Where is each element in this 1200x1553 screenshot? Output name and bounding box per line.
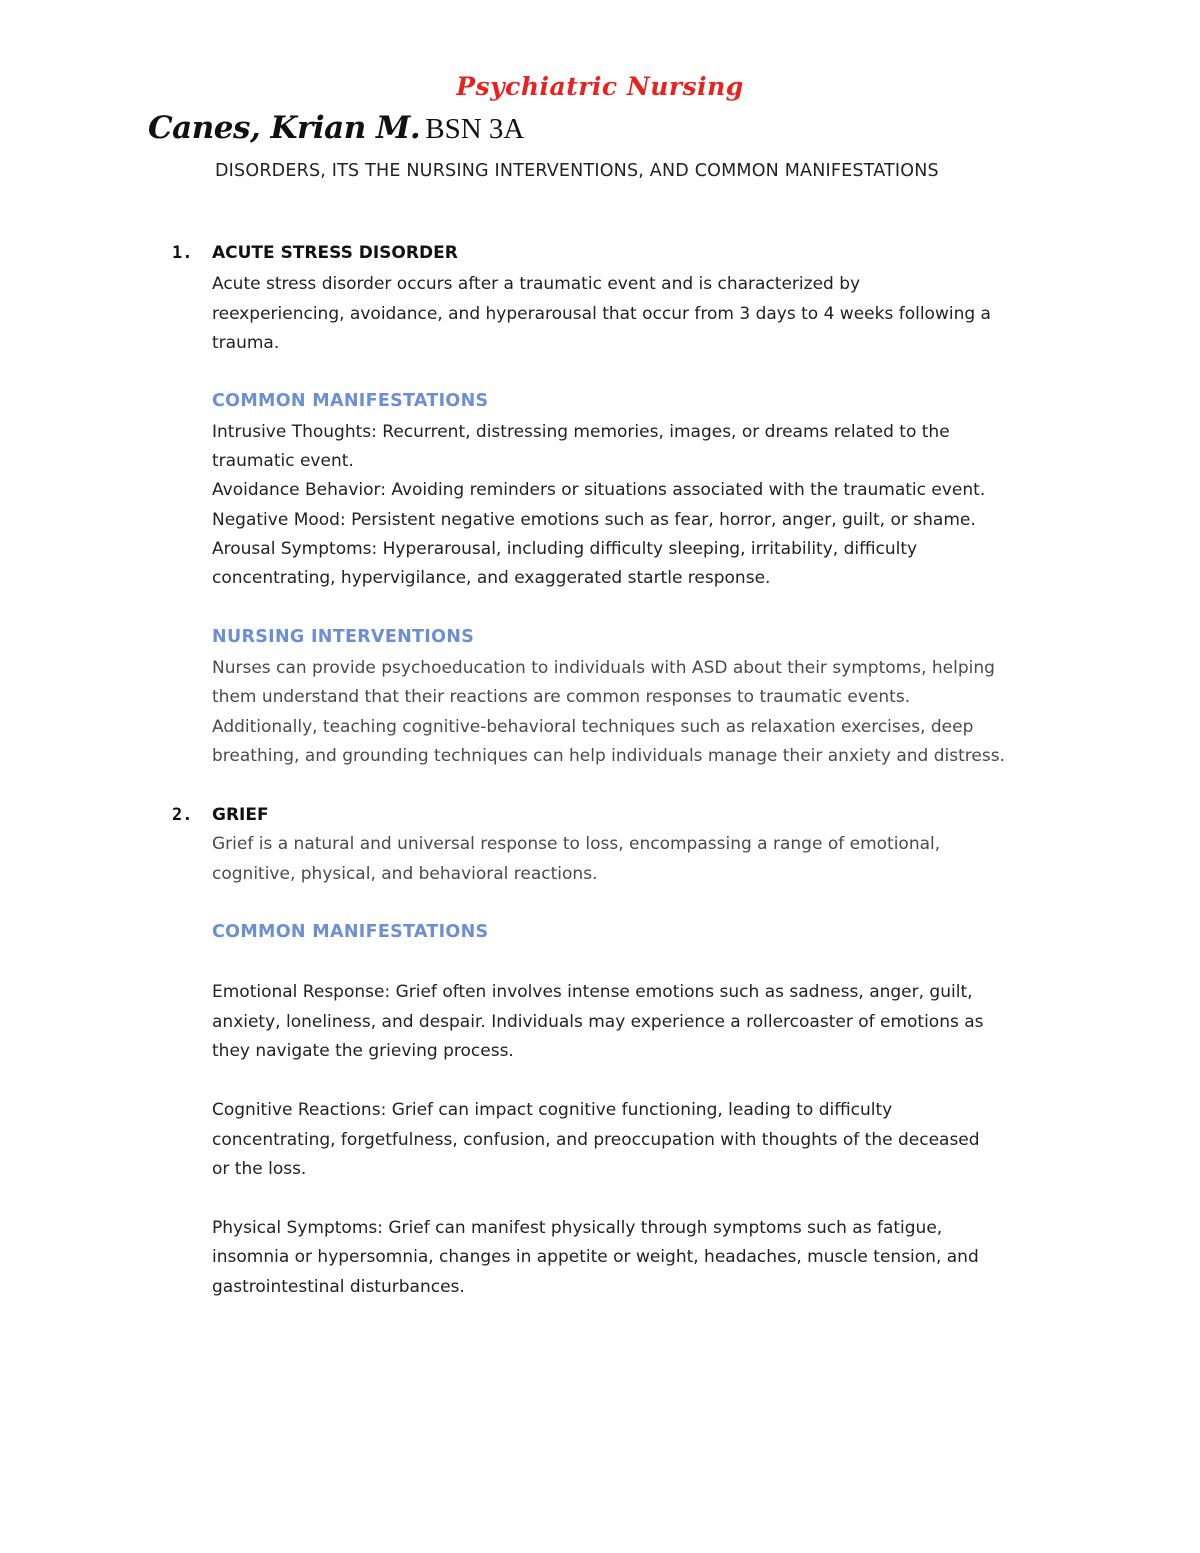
author-class: BSN 3A: [425, 113, 525, 145]
manifestation-line: anxiety, loneliness, and despair. Individuals may experience a rollercoaster of emotions as: [212, 1012, 984, 1032]
manifestation-line: concentrating, hypervigilance, and exaggerated startle response.: [212, 568, 771, 588]
manifestation-line: Arousal Symptoms: Hyperarousal, including difficulty sleeping, irritability, difficulty: [212, 539, 918, 559]
document-subtitle: DISORDERS, ITS THE NURSING INTERVENTIONS, AND COMMON MANIFESTATIONS: [215, 161, 939, 181]
manifestation-line: insomnia or hypersomnia, changes in appetite or weight, headaches, muscle tension, and: [212, 1247, 979, 1267]
page-title: Psychiatric Nursing: [456, 72, 744, 101]
section-text-line: trauma.: [212, 333, 280, 353]
section-text-line: reexperiencing, avoidance, and hyperarousal that occur from 3 days to 4 weeks following a: [212, 304, 991, 324]
intervention-line: them understand that their reactions are common responses to traumatic events.: [212, 687, 911, 707]
manifestation-line: concentrating, forgetfulness, confusion, and preoccupation with thoughts of the deceased: [212, 1130, 980, 1150]
manifestation-line: Physical Symptoms: Grief can manifest physically through symptoms such as fatigue,: [212, 1218, 943, 1238]
section-number: 1.: [172, 243, 193, 263]
manifestation-line: Cognitive Reactions: Grief can impact cognitive functioning, leading to difficulty: [212, 1100, 893, 1120]
author-line: [148, 110, 524, 146]
manifestations-heading: COMMON MANIFESTATIONS: [212, 922, 489, 942]
manifestations-heading: COMMON MANIFESTATIONS: [212, 391, 489, 411]
manifestation-line: Intrusive Thoughts: Recurrent, distressing memories, images, or dreams related to the: [212, 422, 950, 442]
section-title: ACUTE STRESS DISORDER: [212, 243, 458, 263]
manifestation-line: Negative Mood: Persistent negative emotions such as fear, horror, anger, guilt, or shame.: [212, 510, 976, 530]
section-title: GRIEF: [212, 805, 269, 825]
manifestation-line: or the loss.: [212, 1159, 307, 1179]
manifestation-line: Emotional Response: Grief often involves intense emotions such as sadness, anger, guilt,: [212, 982, 973, 1002]
manifestation-line: traumatic event.: [212, 451, 354, 471]
manifestation-line: they navigate the grieving process.: [212, 1041, 514, 1061]
intervention-line: Additionally, teaching cognitive-behavioral techniques such as relaxation exercises, deep: [212, 717, 974, 737]
intervention-line: Nurses can provide psychoeducation to individuals with ASD about their symptoms, helping: [212, 658, 995, 678]
section-text-line: Acute stress disorder occurs after a traumatic event and is characterized by: [212, 274, 861, 294]
section-text-line: Grief is a natural and universal response to loss, encompassing a range of emotional,: [212, 834, 941, 854]
author-name: Canes, Krian M.: [148, 110, 421, 146]
section-number: 2.: [172, 805, 193, 825]
intervention-line: breathing, and grounding techniques can help individuals manage their anxiety and distress.: [212, 746, 1005, 766]
interventions-heading: NURSING INTERVENTIONS: [212, 627, 475, 647]
manifestation-line: Avoidance Behavior: Avoiding reminders or situations associated with the traumatic event.: [212, 480, 986, 500]
manifestation-line: gastrointestinal disturbances.: [212, 1277, 465, 1297]
section-text-line: cognitive, physical, and behavioral reactions.: [212, 864, 598, 884]
